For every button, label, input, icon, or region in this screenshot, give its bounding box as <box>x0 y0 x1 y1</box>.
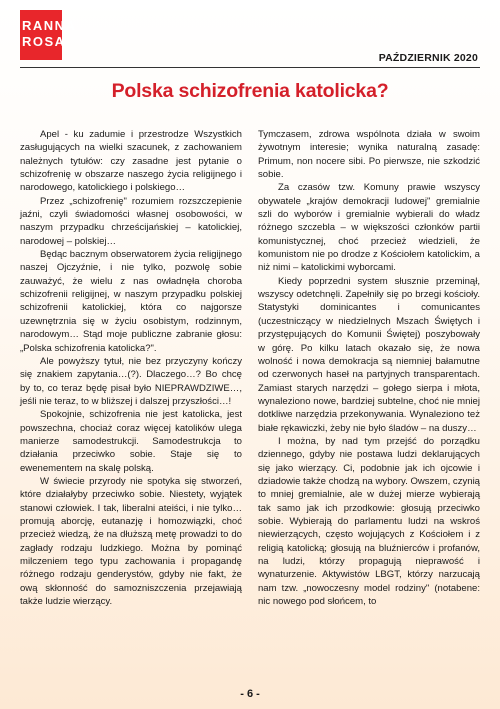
left-column <box>20 128 242 608</box>
paragraph: Apel - ku zadumie i przestrodze Wszystkich zasługujących na wielki szacunek, z zachowaniem należnych tytułów: czy zasadne jest pytanie o schizofrenię w obszarze naszego życia religijnego i narodowego, katolickiego i polskiego… <box>20 129 242 194</box>
article-title: Polska schizofrenia katolicka? <box>111 80 389 102</box>
issue-date: PAŹDZIERNIK 2020 <box>378 52 478 64</box>
paragraph: Spokojnie, schizofrenia nie jest katolicka, jest powszechna, chociaż coraz więcej katolików ulega manierze samodestrukcji. Samodestrukcja to działania przeciwko sobie. Staje się to ewenementem na skalę polską. <box>20 409 242 474</box>
paragraph: Ale powyższy tytuł, nie bez przyczyny kończy się znakiem zapytania…(?). Dlaczego…? Bo chcę by to, co teraz będę pisał było NIEPRAWDZIWE…, jeśli nie teraz, to w bliższej i dalszej przyszłości…! <box>20 355 242 407</box>
paragraph: W świecie przyrody nie spotyka się stworzeń, które działałyby przeciwko sobie. Niestety, wyjątek stanowi człowiek. I tak, liberalni ateiści, i nie tylko… promują aborcję, eutanazję i homozwiązki, choć przecież wiedzą, że na dłuższą metę prowadzi to do zagłady rodzaju ludzkiego. Można by pominąć milczeniem tego typu zachowania i propagandę różnego rodzaju genderystów, gdyby nie fakt, że ową skłonność do samozniszczenia przejawiają także ludzie wierzący. <box>20 475 242 608</box>
paragraph: Kiedy poprzedni system słusznie przeminął, wszyscy odetchnęli. Zapełniły się po brzegi kościoły. Statystyki dominicantes i comunicantes (uczestniczący w niedzielnych Mszach Świętych i przystępujących do Komunii Świętej) poszybowały w górę. Po kilku latach okazało się, że nowa wolność i nowa demokracja są niemniej bałamutne od czerwonych haseł na partyjnych transparentach. Zamiast starych narzędzi – gołego sierpa i młota, wynaleziono nowe, bardziej subtelne, choć nie mniej dotkliwe narzędzia przekonywania. Wynaleziono też białe rękawiczki, żeby nie było śladów – na duszy… <box>258 275 480 434</box>
logo-line-1: RANNA <box>22 18 77 33</box>
paragraph: Tymczasem, zdrowa wspólnota działa w swoim żywotnym interesie; wynika naturalną zasadę: Primum, non nocere sibi. Po pierwsze, nie szkodzić sobie. <box>258 129 480 181</box>
right-column <box>258 128 480 608</box>
paragraph: I można, by nad tym przejść do porządku dziennego, gdyby nie postawa ludzi deklarujących się jako wierzący. Ci, podobnie jak ich ojcowie i dziadowie także chodzą na wybory. Owszem, czynią to mniej gremialnie, ale w dużej mierze wybierają tak samo jak ich przodkowie: głosują przeciwko sobie. Wybierają do parlamentu ludzi na wskroś niewierzących, często wojujących z Kościołem i z religią katolicką; głosują na bluźnierców i profanów, na ludzi, którzy propagują nieprawość i wynaturzenie. Aktywistów LBGT, którzy narzucają nam tzw. „nowoczesny model rodziny" (notabene: nic nowego pod słońcem, to <box>258 435 480 608</box>
paragraph: Przez „schizofrenię" rozumiem rozszczepienie jaźni, czyli świadomości własnej osobowości, w naszym przypadku chrześcijańskiej – katolickiej, narodowej – polskiej… <box>20 195 242 247</box>
page-number: - 6 - <box>240 688 260 700</box>
paragraph: Będąc bacznym obserwatorem życia religijnego naszej Ojczyźnie, i nie tylko, pozwolę sobie zauważyć, że wielu z nas owładnęła choroba schizofrenii religijnej, w naszym przypadku polskiej schizofrenii katolickiej, która co najgorsze uzewnętrznia się w życiu osobistym, rodzinnym, narodowym… Stąd moje publiczne zabranie głosu: „Polska schizofrenia katolicka?". <box>20 249 242 354</box>
ranna-rosa-logo <box>20 10 77 60</box>
paragraph: Za czasów tzw. Komuny prawie wszyscy obywatele „krajów demokracji ludowej" gremialnie szli do wyborów i gremialnie wybierali do władz różnego szczebla – w większości członków partii komunistycznej, choć przecież wiedzieli, że komunistom nie po drodze z Kościołem katolickim, a niż nimi – katolickimi wyborcami. <box>258 182 480 274</box>
logo-line-2: ROSA <box>22 34 66 49</box>
header-divider <box>20 67 480 68</box>
